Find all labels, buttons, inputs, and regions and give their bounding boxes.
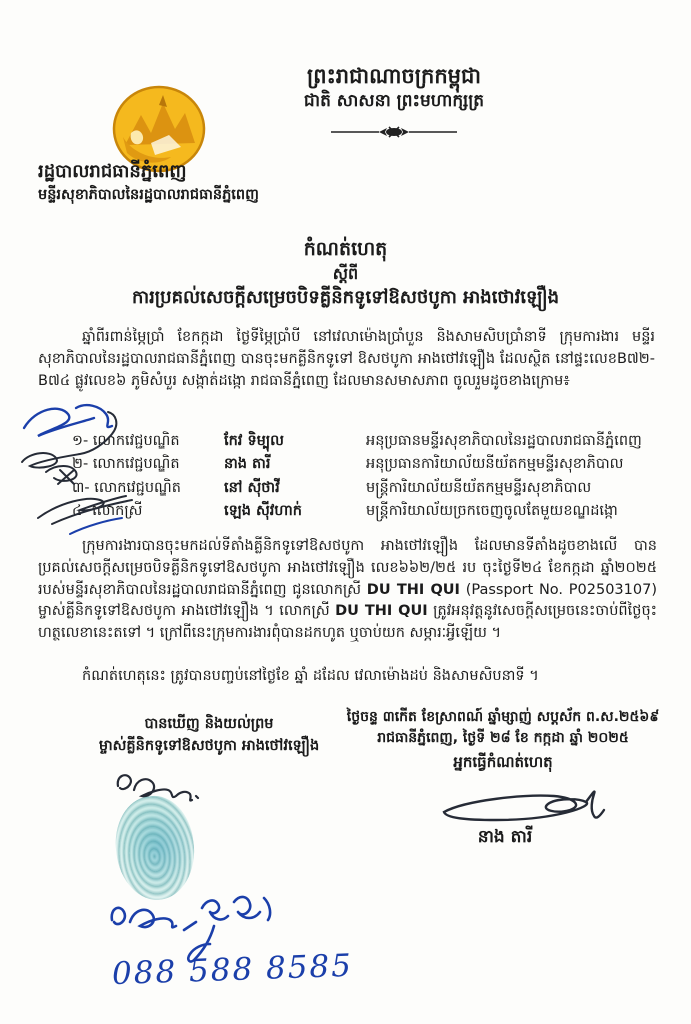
- participant-role: អនុប្រធានមន្ទីរសុខាភិបាលនៃរដ្ឋបាលរាជធានីភ្នំពេញ: [366, 433, 642, 449]
- recorder-title: អ្នកធ្វើកំណត់ហេតុ: [453, 753, 553, 771]
- owner-signoff-block: [58, 713, 360, 758]
- participant-name: កែវ ទិម្បុល: [224, 433, 284, 449]
- closing-text: កំណត់ហេតុនេះ ត្រូវបានបញ្ចប់នៅថ្ងៃខែ ឆ្នាំ ដដែល វេលាម៉ោងដប់ និងសាមសិបនាទី ។: [82, 668, 539, 684]
- participant-number-title: ៤- លោកស្រី: [72, 503, 143, 520]
- seen-and-agreed-line: បានឃើញ និងយល់ព្រម: [144, 716, 274, 732]
- participant-name: នៅ ស៊ីថាវី: [224, 479, 280, 496]
- owner-phone-number: 088 588 8585: [111, 947, 354, 993]
- title-regarding: ស្តីពី: [332, 263, 359, 283]
- kingdom-header: [97, 62, 691, 143]
- recorder-name: នាង តារី: [477, 827, 533, 847]
- participant-role: មន្ត្រីការិយាល័យនីយ័តកម្មមន្ទីរសុខាភិបាល: [366, 479, 592, 496]
- participant-row: [72, 453, 661, 476]
- participant-role: អនុប្រធានការិយាល័យនីយ័តកម្មមន្ទីរសុខាភិបាល: [366, 456, 624, 473]
- participant-role: មន្ត្រីការិយាល័យច្រកចេញចូលតែមួយខណ្ឌដង្កោ: [366, 503, 618, 520]
- gregorian-date-line: រាជធានីភ្នំពេញ, ថ្ងៃទី ២៨ ខែ កក្កដា ឆ្នាំ ២០២៥: [377, 730, 629, 746]
- participant-list: [72, 430, 661, 524]
- department-line2: មន្ទីរសុខាភិបាលនៃរដ្ឋបាលរាជធានីភ្នំពេញ: [38, 187, 259, 203]
- participant-name: នាង តារី: [224, 456, 271, 473]
- clinic-owner-name: DU THI QUI: [366, 581, 460, 598]
- title-subject: ការប្រគល់សេចក្តីសម្រេចបិទគ្លីនិកទូទៅឱសថបូកា អាងថោវឡឿង: [131, 287, 560, 309]
- opening-paragraph-text: ឆ្នាំពីរពាន់ម្ភៃប្រាំ ខែកក្កដា ថ្ងៃទីម្ភៃប្រាំបី នៅវេលាម៉ោងប្រាំបួន និងសាមសិបប្រាំនាទី ក្រុមការងារ មន្ទីរសុខាភិបាលនៃរដ្ឋបាលរាជធានីភ្នំពេញ បានចុះមកគ្លីនិកទូទៅ ឱសថបូកា អាងថៅវឡឿង ដែលស្ថិត នៅផ្ទះលេខB៧២-B៧៤ ផ្លូវលេខ៦ ភូមិសំបួរ សង្កាត់ដង្កោ រាជធានីភ្នំពេញ ដែលមានសមាសភាព ចូលរួមដូចខាងក្រោម៖: [38, 329, 655, 389]
- participant-row: [72, 430, 661, 453]
- kingdom-motto-line2: ជាតិ សាសនា ព្រះមហាក្សត្រ: [303, 91, 485, 112]
- opening-paragraph: [38, 327, 655, 392]
- participant-row: [72, 500, 661, 523]
- participant-number-title: ៣- លោកវេជ្ជបណ្ឌិត: [72, 479, 181, 496]
- handover-text-part3: ត្រូវអនុវត្តនូវសេចក្តីសម្រេចនេះចាប់ពីថ្ងៃចុះហត្ថលេខានេះតទៅ ។ ក្រៅពីនេះក្រុមការងារពុំបានដកហូត ឬចាប់យក សម្ភារៈអ្វីឡើយ ។: [38, 603, 658, 641]
- kingdom-motto-line1: ព្រះរាជាណាចក្រកម្ពុជា: [306, 64, 481, 88]
- handover-text-part1: ក្រុមការងារបានចុះមកដល់ទីតាំងគ្លីនិកទូទៅឱសថបូកា អាងថៅវឡឿង ដែលមានទីតាំងដូចខាងលើ បានប្រគល់សេចក្តីសម្រេចបិទគ្លីនិកទូទៅឱសថបូកា អាងថៅវឡឿង លេខ៦៦២/២៥ រប ចុះថ្ងៃទី២៤ ខែកក្កដា ឆ្នាំ២០២៥ របស់មន្ទីរសុខាភិបាលនៃរដ្ឋបាលរាជធានីភ្នំពេញ ជូនលោកស្រី: [38, 538, 657, 598]
- title-minutes: កំណត់ហេតុ: [303, 238, 388, 260]
- recorder-signoff-block: [333, 707, 673, 774]
- participant-name: ឡេង ស៊ីវហាក់: [224, 503, 302, 520]
- document-title: [0, 236, 691, 311]
- department-line1: រដ្ឋបាលរាជធានីភ្នំពេញ: [38, 161, 187, 182]
- ornamental-divider: [97, 124, 691, 143]
- closing-statement: [38, 666, 655, 688]
- handover-paragraph: [38, 536, 657, 645]
- owner-capacity-line: ម្ចាស់គ្លីនិកទូទៅឱសថបូកា អាងថៅវឡឿង: [98, 738, 320, 755]
- clinic-owner-name: DU THI QUI: [335, 603, 428, 620]
- participant-number-title: ១- លោកវេជ្ជបណ្ឌិត: [72, 433, 180, 449]
- participant-number-title: ២- លោកវេជ្ជបណ្ឌិត: [72, 456, 180, 473]
- handover-text-part2: (Passport No. P02503107) ម្ចាស់គ្លីនិកទូទៅឱសថបូកា អាងថៅវឡឿង ។ លោកស្រី: [38, 581, 657, 620]
- officials-signatures-cluster: [16, 400, 151, 550]
- divider-flourish-icon: [329, 125, 459, 139]
- participant-row: [72, 477, 661, 500]
- issuing-department: [38, 158, 259, 207]
- lunar-date-line: ថ្ងៃចន្ទ ៣កើត ខែស្រាពណ៍ ឆ្នាំម្សាញ់ សប្តស័ក ព.ស.២៥៦៩: [346, 709, 660, 725]
